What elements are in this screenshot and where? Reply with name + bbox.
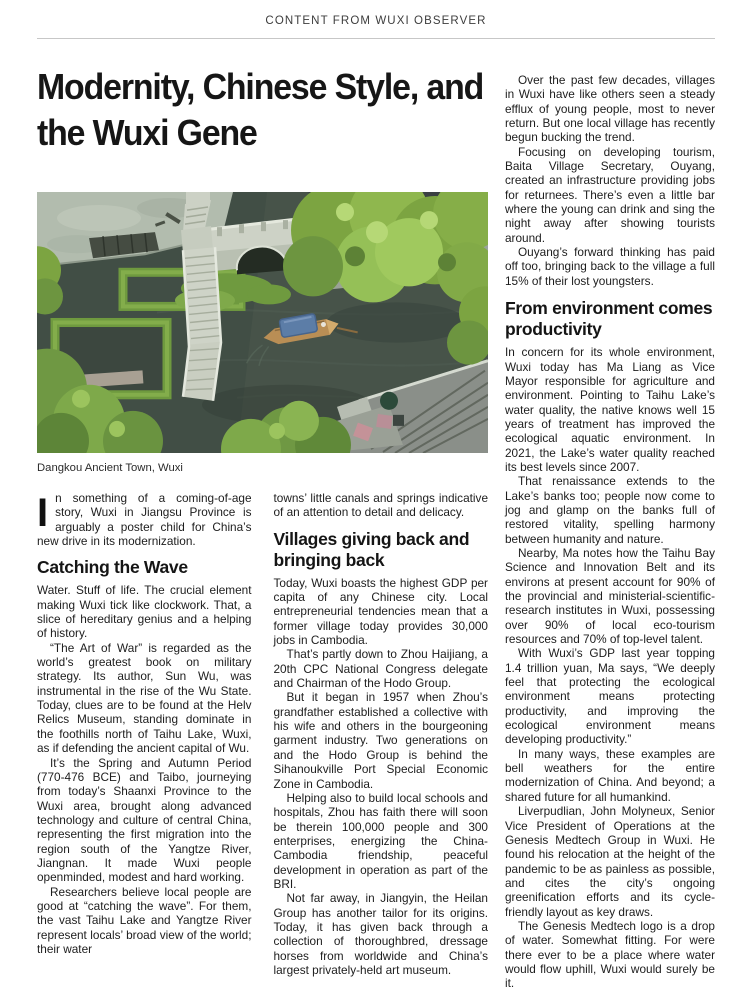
two-text-columns xyxy=(37,491,488,977)
kicker-text: CONTENT FROM WUXI OBSERVER xyxy=(265,15,487,27)
body-paragraph: In concern for its whole environment, Wuxi today has Ma Liang as Vice Mayor responsible for agriculture and environment. Pointing to Taihu Lake’s water quality, the native knows well 15 years of treatment has improved the ecological aquatic environment. In 2021, the Lake’s water quality reached its best levels since 2007. xyxy=(505,345,715,474)
body-paragraph: Focusing on developing tourism, Baita Village Secretary, Ouyang, created an infrastructure providing jobs for returnees. There’s even a little bar where the young can drink and sing the night away after showing tourists around. xyxy=(505,144,715,245)
body-paragraph: It’s the Spring and Autumn Period (770-476 BCE) and Taibo, journeying from today’s Shaanxi Province to the Wuxi area, brought along advanced technology and culture of central China, representing the first migration into the region south of the Yangtze River, Jiangnan. It made Wuxi people openminded, modest and hard working. xyxy=(37,755,252,885)
body-paragraph: With Wuxi’s GDP last year topping 1.4 trillion yuan, Ma says, “We deeply feel that protecting the ecological environment means protecting productivity, and improving the ecological environment means developing productivity.” xyxy=(505,646,715,747)
body-paragraph: Water. Stuff of life. The crucial element making Wuxi tick like clockwork. That, a slice of hereditary genius and a helping of history. xyxy=(37,583,252,641)
body-paragraph-continuation: towns’ little canals and springs indicative of an attention to detail and delicacy. xyxy=(273,491,488,520)
article-photo xyxy=(37,192,488,453)
left-two-column-region xyxy=(37,39,488,991)
body-paragraph: Researchers believe local people are good at “catching the wave”. For them, the vast Taihu Lake and Yangtze River represent locals’ broad view of the world; their water xyxy=(37,884,252,956)
drop-cap: I xyxy=(37,491,49,535)
section-heading-villages: Villages giving back and bringing back xyxy=(273,528,470,570)
body-paragraph: Today, Wuxi boasts the highest GDP per capita of any Chinese city. Local entrepreneurial tendencies mean that a former village today provides 30,000 jobs in Cambodia. xyxy=(273,575,488,648)
body-paragraph: Nearby, Ma notes how the Taihu Bay Science and Innovation Belt and its environs at present account for 90% of the provincial and ministerial-scientific-research institutes in Wuxi, possessing over 90% of local eco-tourism resources and 70% of top-level talent. xyxy=(505,545,715,647)
article-body xyxy=(0,39,752,991)
intro-paragraph xyxy=(37,491,252,548)
column-3 xyxy=(505,39,715,991)
body-paragraph: In many ways, these examples are bell weathers for the entire modernization of China. And beyond; a shared future for all humankind. xyxy=(505,746,715,804)
body-paragraph: Liverpudlian, John Molyneux, Senior Vice President of Operations at the Genesis Medtech Group in Wuxi. He found his relocation at the height of the pandemic to be as painless as possible, and cites the city’s ongoing greenification efforts and its cycle-friendly layout as key draws. xyxy=(505,804,715,919)
photo-caption: Dangkou Ancient Town, Wuxi xyxy=(37,462,183,474)
intro-text: n something of a coming-of-age story, Wuxi in Jiangsu Province is arguably a poster child for China’s new drive in its modernization. xyxy=(37,491,252,549)
body-paragraph: The Genesis Medtech logo is a drop of water. Somewhat fitting. For were there ever to be a place where water would flow uphill, Wuxi would surely be it. xyxy=(505,918,715,991)
body-paragraph: That renaissance extends to the Lake’s banks too; people now come to jog and glamp on the banks full of restored vitality, spelling harmony between humanity and nature. xyxy=(505,474,715,546)
aerial-photo-illustration xyxy=(37,192,488,453)
body-paragraph: “The Art of War” is regarded as the world’s greatest book on military strategy. Its author, Sun Wu, was instrumental in the rise of the Wu State. Today, clues are to be found at the Helv Relics Museum, standing dominate in the foothills north of Taihu Lake, Wuxi, as if defending the ancient capital of Wu. xyxy=(37,640,252,756)
section-heading-catching-the-wave: Catching the Wave xyxy=(37,557,188,578)
body-paragraph: Ouyang’s forward thinking has paid off too, bringing back to the village a full 15% of their lost youngsters. xyxy=(505,245,715,288)
body-paragraph: Not far away, in Jiangyin, the Heilan Group has another tailor for its origins. Today, it has given back through a collection of thoroughbred, dressage horses from worldwide and China’s largest privately-held art museum. xyxy=(273,891,488,977)
section-heading-environment: From environment comes productivity xyxy=(505,298,713,340)
column-1 xyxy=(37,491,252,977)
page-title: Modernity, Chinese Style, and the Wuxi Gene xyxy=(37,66,484,153)
body-paragraph: Helping also to build local schools and hospitals, Zhou has faith there will soon be therein 100,000 people and 300 enterprises, energizing the China-Cambodia friendship, peaceful development in operation as part of the BRI. xyxy=(273,790,488,891)
body-paragraph: But it began in 1957 when Zhou’s grandfather established a collective with his wife and others in the bourgeoning garment industry. Two generations on and the Hodo Group is behind the Sihanoukville Port Special Economic Zone in Cambodia. xyxy=(273,690,488,791)
body-paragraph: That’s partly down to Zhou Haijiang, a 20th CPC National Congress delegate and Chairman of the Hodo Group. xyxy=(273,647,488,691)
column-2 xyxy=(274,491,489,977)
body-paragraph: Over the past few decades, villages in Wuxi have like others seen a steady efflux of young people, most to never return. But one local village has recently begun bucking the trend. xyxy=(505,73,715,145)
